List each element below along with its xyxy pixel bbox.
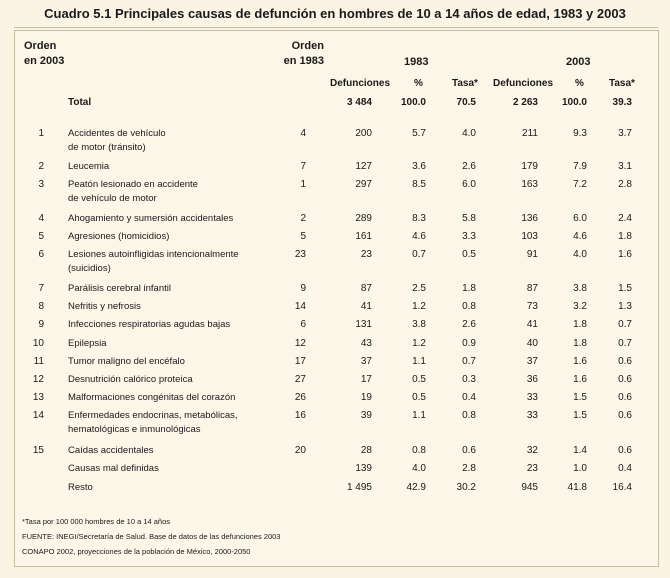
total-pct-2003: 100.0	[561, 97, 587, 108]
header-orden-2003-l2: en 2003	[24, 55, 65, 67]
cell-tasa-1983: 2.8	[462, 463, 476, 474]
cell-def-1983: 1 495	[346, 482, 372, 493]
cell-pct-2003: 1.6	[573, 356, 587, 367]
cell-def-2003: 211	[522, 128, 538, 139]
cell-tasa-1983: 3.3	[462, 231, 476, 242]
header-defunciones-1983: Defunciones	[330, 78, 391, 89]
cell-tasa-1983: 1.8	[462, 283, 476, 294]
cell-orden-1983: 17	[294, 356, 306, 367]
cell-pct-2003: 41.8	[567, 482, 587, 493]
title-rule	[14, 27, 658, 28]
cell-orden-1983: 9	[300, 283, 306, 294]
cell-tasa-1983: 0.9	[462, 338, 476, 349]
cell-orden-2003: 13	[32, 392, 44, 403]
total-pct-1983: 100.0	[400, 97, 426, 108]
cell-pct-1983: 1.1	[412, 356, 426, 367]
cell-def-1983: 19	[360, 392, 372, 403]
cause-line-2: de vehículo de motor	[68, 193, 157, 204]
cause-line-1: Agresiones (homicidios)	[68, 231, 170, 242]
cause-label	[68, 160, 268, 174]
cause-line-1: Peatón lesionado en accidente	[68, 179, 198, 190]
cell-pct-1983: 3.6	[412, 161, 426, 172]
cause-label	[68, 409, 268, 437]
header-tasa-1983: Tasa*	[452, 78, 478, 89]
cell-tasa-1983: 6.0	[462, 179, 476, 190]
cell-def-1983: 131	[355, 319, 372, 330]
cause-line-1: Leucemia	[68, 161, 110, 172]
cell-def-1983: 289	[355, 213, 372, 224]
cell-tasa-2003: 1.5	[618, 283, 632, 294]
cell-orden-2003: 2	[38, 161, 44, 172]
cell-tasa-1983: 0.5	[462, 249, 476, 260]
total-label: Total	[68, 97, 92, 108]
cause-label	[68, 318, 268, 332]
cell-orden-1983: 23	[294, 249, 306, 260]
cause-line-1: Desnutrición calórico proteica	[68, 374, 193, 385]
table-title: Cuadro 5.1 Principales causas de defunción en hombres de 10 a 14 años de edad, 1983 y 2003	[44, 6, 626, 21]
footnote-tasa: *Tasa por 100 000 hombres de 10 a 14 años	[22, 517, 171, 526]
cell-tasa-2003: 0.6	[618, 445, 632, 456]
cell-pct-2003: 7.9	[573, 161, 587, 172]
cell-orden-1983: 6	[300, 319, 306, 330]
cell-pct-2003: 1.4	[573, 445, 587, 456]
header-pct-2003: %	[575, 78, 584, 89]
cause-label	[68, 127, 268, 155]
cell-orden-1983: 4	[300, 128, 306, 139]
cell-orden-2003: 7	[38, 283, 44, 294]
cell-def-2003: 179	[521, 161, 538, 172]
cause-line-1: Epilepsia	[68, 338, 107, 349]
cell-tasa-1983: 5.8	[462, 213, 476, 224]
cell-pct-2003: 1.8	[573, 319, 587, 330]
cell-orden-2003: 9	[38, 319, 44, 330]
cell-def-1983: 139	[355, 463, 372, 474]
header-year-2003: 2003	[566, 56, 591, 68]
cause-line-1: Infecciones respiratorias agudas bajas	[68, 319, 231, 330]
cell-pct-1983: 1.2	[412, 338, 426, 349]
cell-pct-1983: 3.8	[412, 319, 426, 330]
cell-def-2003: 73	[526, 301, 538, 312]
total-def-1983: 3 484	[346, 97, 372, 108]
cell-pct-1983: 0.5	[412, 374, 426, 385]
cell-pct-2003: 1.5	[573, 410, 587, 421]
cell-tasa-2003: 0.7	[618, 319, 632, 330]
cell-tasa-2003: 3.1	[618, 161, 632, 172]
header-orden-1983-l1: Orden	[291, 40, 324, 52]
cell-pct-1983: 5.7	[412, 128, 426, 139]
cause-label	[68, 373, 268, 387]
cell-def-1983: 87	[360, 283, 372, 294]
cell-def-1983: 39	[360, 410, 372, 421]
cause-line-2: de motor (tránsito)	[68, 142, 146, 153]
cause-label	[68, 300, 268, 314]
cell-orden-1983: 14	[294, 301, 306, 312]
cell-pct-1983: 1.1	[412, 410, 426, 421]
cell-pct-1983: 2.5	[412, 283, 426, 294]
cell-tasa-2003: 1.6	[618, 249, 632, 260]
cause-label	[68, 230, 268, 244]
header-pct-1983: %	[414, 78, 423, 89]
cell-def-2003: 103	[521, 231, 538, 242]
cause-label	[68, 444, 268, 458]
cause-line-1: Nefritis y nefrosis	[68, 301, 141, 312]
cell-orden-2003: 1	[38, 128, 44, 139]
cause-line-1: Caídas accidentales	[68, 445, 154, 456]
cell-tasa-1983: 2.6	[462, 161, 476, 172]
total-tasa-2003: 39.3	[612, 97, 632, 108]
cause-line-1: Resto	[68, 482, 93, 493]
cell-tasa-1983: 30.2	[456, 482, 476, 493]
total-def-2003: 2 263	[512, 97, 538, 108]
cell-tasa-1983: 0.4	[462, 392, 476, 403]
cell-orden-2003: 14	[32, 410, 44, 421]
cell-tasa-1983: 0.7	[462, 356, 476, 367]
cell-tasa-2003: 2.4	[618, 213, 632, 224]
cause-label	[68, 481, 268, 495]
cause-label	[68, 248, 268, 276]
cell-orden-1983: 27	[294, 374, 306, 385]
cell-pct-2003: 1.0	[573, 463, 587, 474]
cause-label	[68, 391, 268, 405]
cell-def-1983: 28	[360, 445, 372, 456]
cause-line-2: (suicidios)	[68, 263, 111, 274]
cell-orden-2003: 10	[32, 338, 44, 349]
cell-def-2003: 33	[526, 410, 538, 421]
cell-def-2003: 163	[521, 179, 538, 190]
cell-pct-2003: 7.2	[573, 179, 587, 190]
cause-label	[68, 355, 268, 369]
cell-tasa-1983: 0.8	[462, 301, 476, 312]
cell-def-1983: 127	[355, 161, 372, 172]
header-orden-2003-l1: Orden	[24, 40, 57, 52]
cell-tasa-1983: 4.0	[462, 128, 476, 139]
cell-orden-1983: 26	[294, 392, 306, 403]
header-defunciones-2003: Defunciones	[493, 78, 554, 89]
cause-line-1: Causas mal definidas	[68, 463, 159, 474]
cell-pct-2003: 6.0	[573, 213, 587, 224]
cell-tasa-2003: 2.8	[618, 179, 632, 190]
cell-tasa-2003: 0.6	[618, 356, 632, 367]
cell-orden-2003: 15	[32, 445, 44, 456]
cell-pct-2003: 3.2	[573, 301, 587, 312]
header-tasa-2003: Tasa*	[609, 78, 635, 89]
cell-tasa-1983: 2.6	[462, 319, 476, 330]
cell-orden-2003: 3	[38, 179, 44, 190]
cell-def-2003: 91	[526, 249, 538, 260]
cell-orden-1983: 1	[300, 179, 306, 190]
cell-pct-2003: 3.8	[573, 283, 587, 294]
cell-tasa-2003: 1.3	[618, 301, 632, 312]
cell-def-2003: 40	[526, 338, 538, 349]
cell-orden-1983: 5	[300, 231, 306, 242]
cell-def-2003: 32	[526, 445, 538, 456]
cell-orden-1983: 2	[300, 213, 306, 224]
cell-pct-2003: 4.6	[573, 231, 587, 242]
cell-tasa-2003: 0.4	[618, 463, 632, 474]
cell-tasa-2003: 0.7	[618, 338, 632, 349]
cause-line-1: Lesiones autoinfligidas intencionalmente	[68, 249, 239, 260]
cell-orden-2003: 5	[38, 231, 44, 242]
cell-pct-2003: 1.5	[573, 392, 587, 403]
cell-def-2003: 945	[521, 482, 538, 493]
cause-line-2: hematológicas e inmunológicas	[68, 424, 201, 435]
cell-def-1983: 161	[355, 231, 372, 242]
cause-line-1: Tumor maligno del encéfalo	[68, 356, 185, 367]
cell-pct-1983: 1.2	[412, 301, 426, 312]
cell-orden-1983: 20	[294, 445, 306, 456]
cell-def-2003: 23	[526, 463, 538, 474]
cause-label	[68, 462, 268, 476]
cell-def-2003: 33	[526, 392, 538, 403]
cell-pct-1983: 8.5	[412, 179, 426, 190]
cell-tasa-2003: 0.6	[618, 410, 632, 421]
cell-orden-1983: 7	[300, 161, 306, 172]
cell-tasa-1983: 0.6	[462, 445, 476, 456]
cell-pct-2003: 9.3	[573, 128, 587, 139]
cell-def-1983: 200	[355, 128, 372, 139]
cell-pct-1983: 0.7	[412, 249, 426, 260]
cause-label	[68, 212, 268, 226]
cell-def-1983: 23	[360, 249, 372, 260]
cell-tasa-2003: 3.7	[618, 128, 632, 139]
cell-pct-1983: 42.9	[406, 482, 426, 493]
cell-tasa-2003: 1.8	[618, 231, 632, 242]
cell-pct-2003: 4.0	[573, 249, 587, 260]
total-tasa-1983: 70.5	[456, 97, 476, 108]
cell-pct-1983: 8.3	[412, 213, 426, 224]
cell-orden-2003: 12	[32, 374, 44, 385]
cell-tasa-2003: 0.6	[618, 392, 632, 403]
cell-def-1983: 43	[360, 338, 372, 349]
cell-def-2003: 37	[526, 356, 538, 367]
cell-pct-2003: 1.6	[573, 374, 587, 385]
cell-def-1983: 41	[360, 301, 372, 312]
cell-pct-1983: 4.6	[412, 231, 426, 242]
cell-orden-1983: 12	[294, 338, 306, 349]
cause-label	[68, 337, 268, 351]
cell-def-1983: 297	[355, 179, 372, 190]
cause-line-1: Accidentes de vehículo	[68, 128, 166, 139]
cell-tasa-1983: 0.8	[462, 410, 476, 421]
cause-line-1: Enfermedades endocrinas, metabólicas,	[68, 410, 238, 421]
header-orden-1983-l2: en 1983	[283, 55, 324, 67]
cell-def-2003: 136	[521, 213, 538, 224]
cell-def-2003: 36	[526, 374, 538, 385]
footnote-fuente: FUENTE: INEGI/Secretaría de Salud. Base de datos de las defunciones 2003	[22, 532, 281, 541]
cell-pct-2003: 1.8	[573, 338, 587, 349]
cell-pct-1983: 0.8	[412, 445, 426, 456]
cause-line-1: Ahogamiento y sumersión accidentales	[68, 213, 234, 224]
cell-tasa-1983: 0.3	[462, 374, 476, 385]
cell-orden-2003: 8	[38, 301, 44, 312]
cell-def-1983: 37	[360, 356, 372, 367]
cause-line-1: Malformaciones congénitas del corazón	[68, 392, 236, 403]
cell-pct-1983: 4.0	[412, 463, 426, 474]
cell-orden-2003: 4	[38, 213, 44, 224]
header-year-1983: 1983	[404, 56, 429, 68]
cause-label	[68, 178, 268, 206]
cause-label	[68, 282, 268, 296]
cell-orden-2003: 11	[33, 356, 44, 367]
cell-orden-2003: 6	[38, 249, 44, 260]
cell-def-1983: 17	[360, 374, 372, 385]
cell-tasa-2003: 0.6	[618, 374, 632, 385]
cell-pct-1983: 0.5	[412, 392, 426, 403]
cell-tasa-2003: 16.4	[612, 482, 632, 493]
cell-orden-1983: 16	[294, 410, 306, 421]
cell-def-2003: 87	[526, 283, 538, 294]
footnote-conapo: CONAPO 2002, proyecciones de la población de México, 2000-2050	[22, 547, 251, 556]
cell-def-2003: 41	[526, 319, 538, 330]
cause-line-1: Parálisis cerebral infantil	[68, 283, 171, 294]
